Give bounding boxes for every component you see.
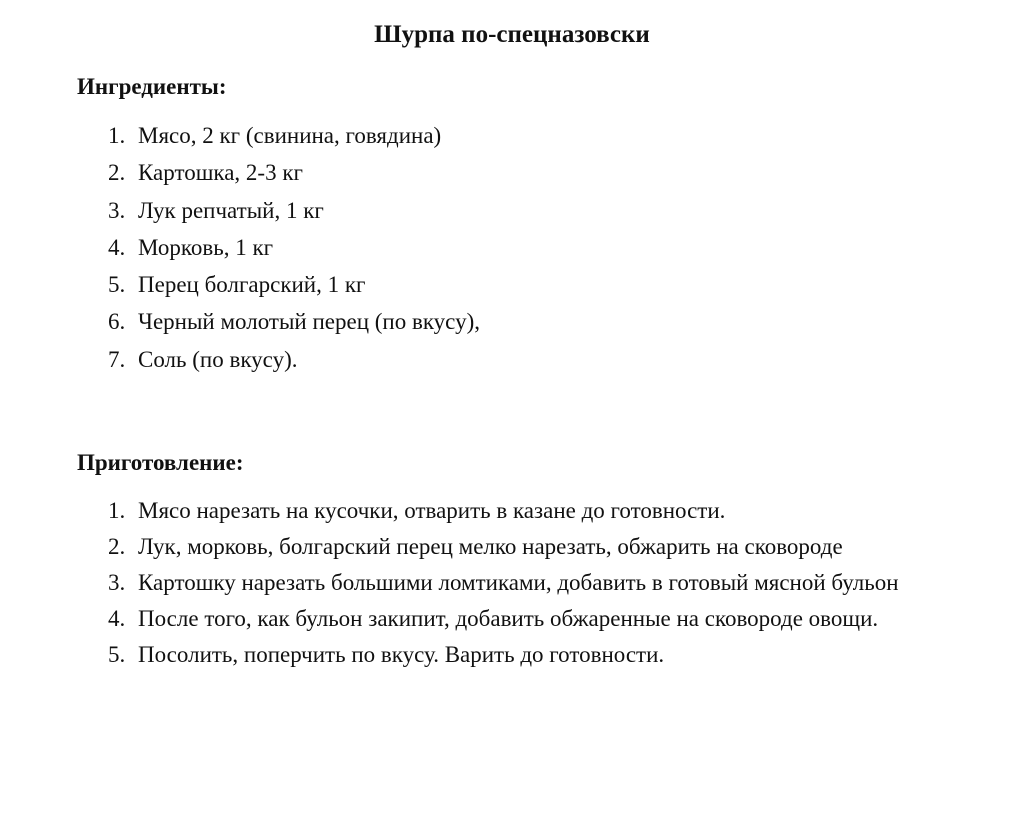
step-text: Посолить, поперчить по вкусу. Варить до готовности. — [138, 642, 665, 667]
list-number: 4. — [108, 606, 126, 631]
step-item — [108, 529, 928, 565]
list-number: 1. — [108, 498, 126, 523]
ingredient-item — [108, 233, 808, 270]
preparation-steps-list — [108, 493, 928, 673]
ingredient-item — [108, 196, 808, 233]
list-number: 2. — [108, 160, 126, 186]
ingredient-text: Соль (по вкусу). — [138, 346, 298, 372]
step-item — [108, 493, 928, 529]
step-text: Картошку нарезать большими ломтиками, добавить в готовый мясной бульон — [138, 570, 899, 595]
step-item — [108, 565, 928, 601]
ingredient-text: Лук репчатый, 1 кг — [138, 197, 324, 223]
ingredient-item — [108, 121, 808, 158]
step-item — [108, 601, 928, 637]
ingredient-text: Морковь, 1 кг — [138, 234, 274, 260]
list-number: 2. — [108, 534, 126, 559]
ingredient-item — [108, 345, 808, 382]
ingredients-list — [108, 121, 808, 382]
step-item — [108, 637, 928, 673]
step-text: Мясо нарезать на кусочки, отварить в казане до готовности. — [138, 498, 726, 523]
list-number: 4. — [108, 234, 126, 260]
ingredients-heading: Ингредиенты: — [77, 74, 227, 99]
list-number: 3. — [108, 197, 126, 223]
step-text: Лук, морковь, болгарский перец мелко нарезать, обжарить на сковороде — [138, 534, 843, 559]
step-text: После того, как бульон закипит, добавить обжаренные на сковороде овощи. — [138, 606, 879, 631]
ingredient-text: Черный молотый перец (по вкусу), — [138, 309, 480, 335]
list-number: 3. — [108, 570, 126, 595]
ingredient-item — [108, 270, 808, 307]
list-number: 5. — [108, 272, 126, 298]
list-number: 7. — [108, 346, 126, 372]
ingredient-text: Перец болгарский, 1 кг — [138, 272, 366, 298]
ingredient-item — [108, 158, 808, 195]
list-number: 6. — [108, 309, 126, 335]
ingredient-text: Картошка, 2-3 кг — [138, 160, 303, 186]
ingredient-text: Мясо, 2 кг (свинина, говядина) — [138, 123, 442, 148]
list-number: 1. — [108, 123, 126, 148]
list-number: 5. — [108, 642, 126, 667]
preparation-heading: Приготовление: — [77, 450, 244, 475]
page-title: Шурпа по-спецназовски — [374, 21, 650, 48]
ingredient-item — [108, 307, 808, 344]
